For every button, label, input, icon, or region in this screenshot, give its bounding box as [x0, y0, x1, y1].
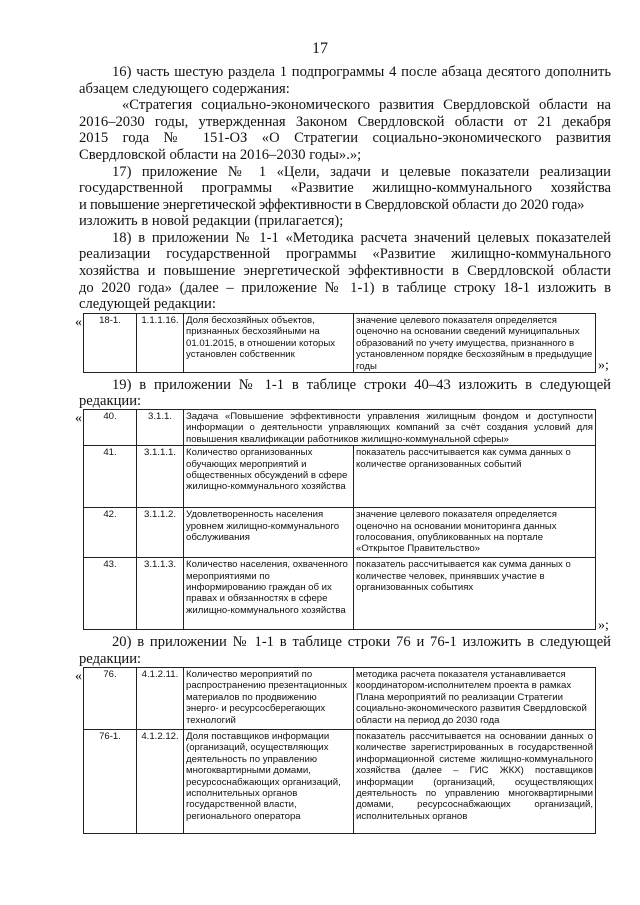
- indicator-code: 1.1.1.16.: [137, 314, 184, 373]
- row-number: 18-1.: [84, 314, 137, 373]
- row-number: 76.: [84, 668, 137, 730]
- table-rows-76: [83, 667, 596, 834]
- indicator-code: 3.1.1.: [137, 410, 184, 446]
- item-18-line-4: до 2020 года» (далее – приложение № 1-1) в таблице строку 18-1 изложить в: [79, 280, 611, 296]
- indicator-name: Доля поставщиков информации (организаций, осуществляющих деятельность по управлению многоквартирными домами, ресурсоснабжающих организаций, исполнительных органов государственной власти, регионального оператора: [184, 730, 354, 834]
- quote-line-1: «Стратегия социально-экономического развития Свердловской области на: [122, 97, 611, 113]
- indicator-name: Количество мероприятий по распространению презентационных материалов по продвижению энерго- и ресурсосберегающих технологий: [184, 668, 354, 730]
- indicator-code: 4.1.2.11.: [137, 668, 184, 730]
- table-rows-40-43: [83, 409, 596, 630]
- indicator-name: Количество населения, охваченного мероприятиями по информированию граждан об их правах и обязанностях в сфере жилищно-коммунального хозяйства: [184, 558, 354, 630]
- table1-open-quote: «: [75, 315, 82, 330]
- item-18-line-2: реализации государственной программы «Развитие жилищно-коммунального: [79, 246, 611, 262]
- row-number: 42.: [84, 508, 137, 558]
- item-16-line-2: абзацем следующего содержания:: [79, 81, 290, 97]
- table2-open-quote: «: [75, 411, 82, 426]
- table1-close-quote: »;: [598, 358, 609, 373]
- calculation-method: показатель рассчитывается на основании данных о количестве зарегистрированных в государственной информационной системе жилищно-коммунального хозяйства (далее – ГИС ЖКХ) поставщиков информации (организаций, осуществляющих деятельность по управлению многоквартирными домами, ресурсоснабжающих организаций, исполнительных органов: [354, 730, 596, 834]
- item-18-line-5: следующей редакции:: [79, 296, 216, 312]
- calculation-method: значение целевого показателя определяется оценочно на основании сведений муниципальных образований по учету имущества, признанного в установленном порядке бесхозяйным в предыдущие годы: [354, 314, 596, 373]
- indicator-code: 3.1.1.3.: [137, 558, 184, 630]
- calculation-method: значение целевого показателя определяется оценочно на основании мониторинга данных голосования, опубликованных на портале «Открытое Правительство»: [354, 508, 596, 558]
- quote-line-2: 2016–2030 годы, утвержденная Законом Свердловской области от 21 декабря: [79, 114, 611, 130]
- indicator-name: Доля бесхозяйных объектов, признанных бесхозяйными на 01.01.2015, в отношении которых установлен собственник: [184, 314, 354, 373]
- page-number: 17: [312, 40, 328, 57]
- row-number: 41.: [84, 446, 137, 508]
- item-20-line-2: редакции:: [79, 651, 142, 667]
- table-row-18-1: [83, 313, 596, 373]
- indicator-name: Количество организованных обучающих мероприятий и общественных обсуждений в сфере жилищно-коммунального хозяйства: [184, 446, 354, 508]
- indicator-code: 3.1.1.1.: [137, 446, 184, 508]
- row-number: 40.: [84, 410, 137, 446]
- table2-close-quote: »;: [598, 618, 609, 633]
- indicator-code: 4.1.2.12.: [137, 730, 184, 834]
- item-18-line-3: хозяйства и повышение энергетической эффективности в Свердловской области: [79, 263, 611, 279]
- calculation-method: методика расчета показателя устанавливается координатором-исполнителем проекта в рамках Плана мероприятий по реализации Стратегии социально-экономического развития Свердловской области на период до 2030 года: [354, 668, 596, 730]
- row-number: 76-1.: [84, 730, 137, 834]
- table3-open-quote: «: [75, 669, 82, 684]
- item-19-line-2: редакции:: [79, 393, 142, 409]
- item-16-line-1: 16) часть шестую раздела 1 подпрограммы 4 после абзаца десятого дополнить: [112, 64, 611, 80]
- item-17-line-4: изложить в новой редакции (прилагается);: [79, 213, 344, 229]
- item-17-line-2: государственной программы «Развитие жилищно-коммунального хозяйства: [79, 180, 611, 196]
- calculation-method: показатель рассчитывается как сумма данных о количестве организованных событий: [354, 446, 596, 508]
- item-19-line-1: 19) в приложении № 1-1 в таблице строки 40–43 изложить в следующей: [112, 377, 611, 393]
- quote-line-4: Свердловской области на 2016–2030 годы».»;: [79, 147, 362, 163]
- item-17-line-1: 17) приложение № 1 «Цели, задачи и целевые показатели реализации: [112, 164, 611, 180]
- indicator-code: 3.1.1.2.: [137, 508, 184, 558]
- item-20-line-1: 20) в приложении № 1-1 в таблице строки 76 и 76-1 изложить в следующей: [112, 634, 611, 650]
- item-17-line-3: и повышение энергетической эффективности в Свердловской области до 2020 года»: [79, 197, 585, 213]
- quote-line-3: 2015 года № 151-ОЗ «О Стратегии социально-экономического развития: [79, 130, 611, 146]
- task-text: Задача «Повышение эффективности управления жилищным фондом и доступности информации о деятельности управляющих компаний за счёт создания условий для повышения квалификации работников жилищно-коммунальной сферы»: [184, 410, 596, 446]
- calculation-method: показатель рассчитывается как сумма данных о количестве человек, принявших участие в организованных событиях: [354, 558, 596, 630]
- indicator-name: Удовлетворенность населения уровнем жилищно-коммунального обслуживания: [184, 508, 354, 558]
- row-number: 43.: [84, 558, 137, 630]
- item-18-line-1: 18) в приложении № 1-1 «Методика расчета значений целевых показателей: [112, 230, 611, 246]
